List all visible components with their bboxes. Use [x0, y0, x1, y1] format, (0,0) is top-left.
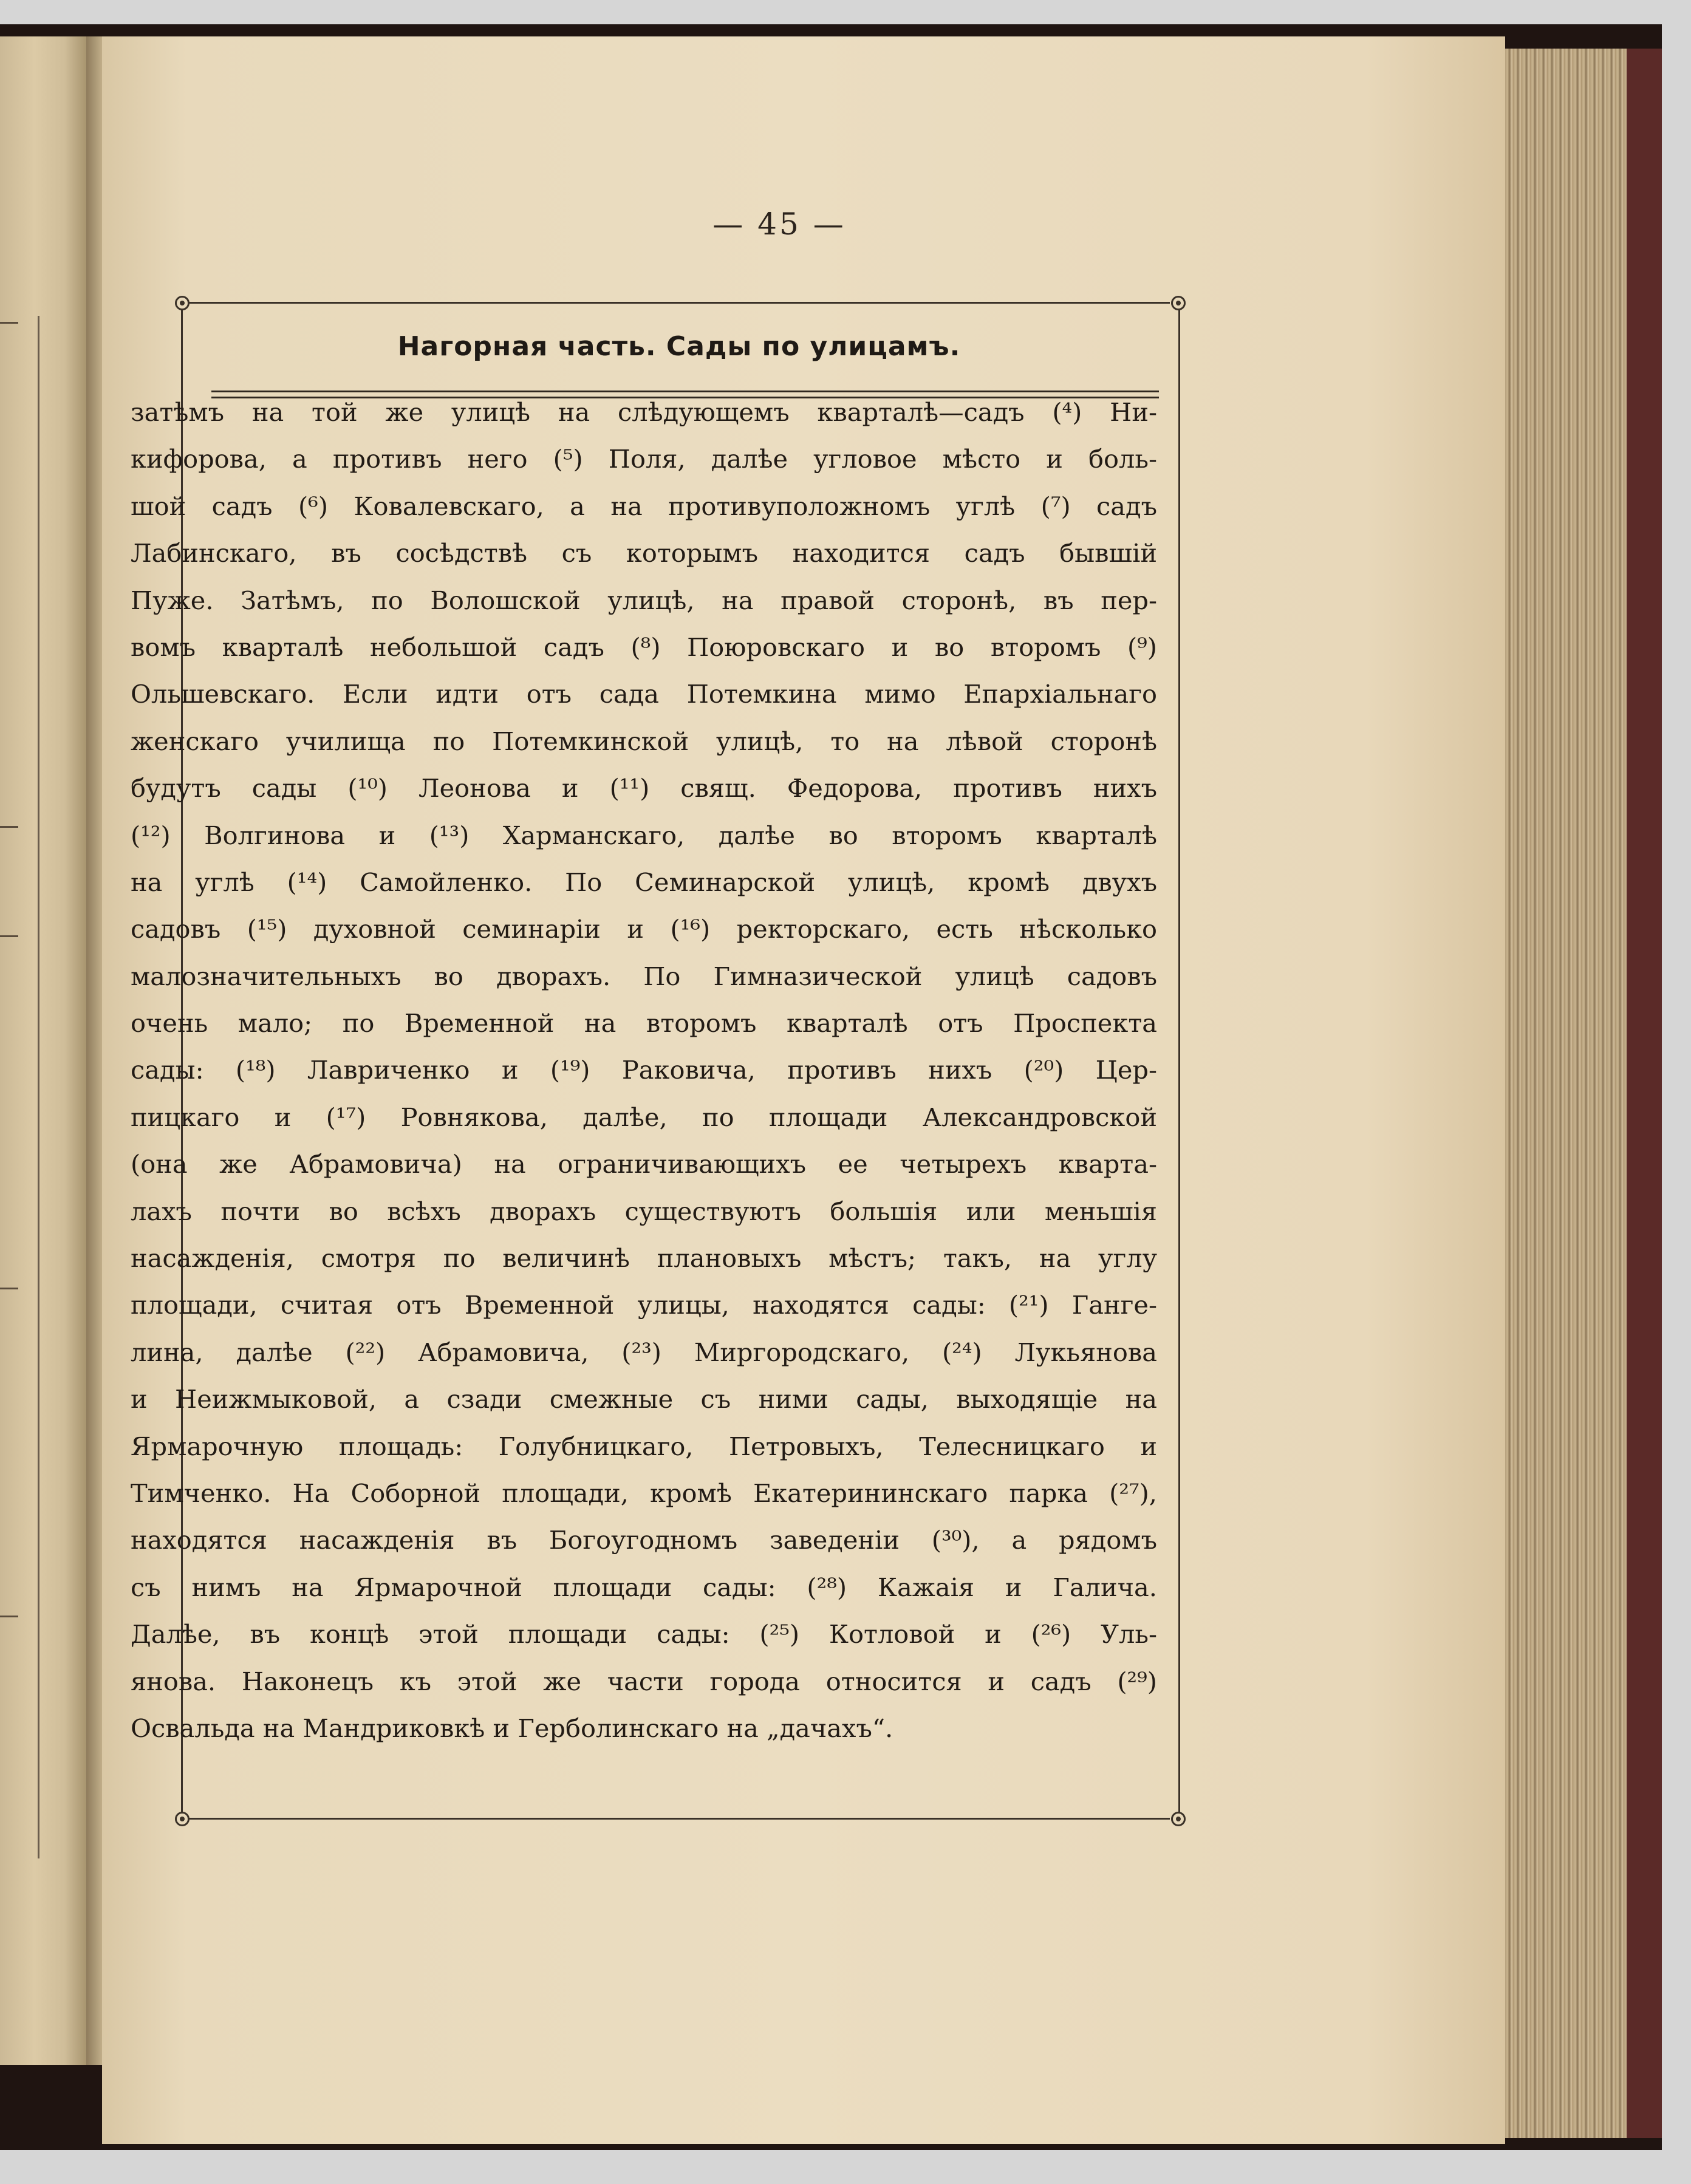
body-text-line: Ольшевскаго. Если идти отъ сада Потемкина мимо Епархіальнаго [131, 679, 1157, 709]
body-text-line: садовъ (¹⁵) духовной семинаріи и (¹⁶) ректорскаго, есть нѣсколько [131, 914, 1157, 944]
body-text-line: лина, далѣе (²²) Абрамовича, (²³) Миргородскаго, (²⁴) Лукьянова [131, 1337, 1157, 1367]
section-heading: Нагорная часть. Сады по улицамъ. [397, 331, 961, 362]
frame-corner-ornament-icon [1171, 296, 1186, 310]
body-text-line: на углѣ (¹⁴) Самойленко. По Семинарской улицѣ, кромѣ двухъ [131, 867, 1157, 897]
body-text-line: Пуже. Затѣмъ, по Волошской улицѣ, на правой сторонѣ, въ пер- [131, 585, 1157, 615]
frame-corner-ornament-icon [175, 1812, 190, 1826]
body-text-line: находятся насажденія въ Богоугодномъ заведеніи (³⁰), а рядомъ [131, 1525, 1157, 1555]
previous-page-text-fragment [0, 935, 18, 937]
body-text-line: (¹²) Волгинова и (¹³) Харманскаго, далѣе во второмъ кварталѣ [131, 820, 1157, 850]
body-text-line: пицкаго и (¹⁷) Ровнякова, далѣе, по площади Александровской [131, 1102, 1157, 1132]
body-text-line: сады: (¹⁸) Лавриченко и (¹⁹) Раковича, противъ нихъ (²⁰) Цер- [131, 1055, 1157, 1085]
body-text-line: вомъ кварталѣ небольшой садъ (⁸) Поюровскаго и во второмъ (⁹) [131, 632, 1157, 662]
body-text-line: (она же Абрамовича) на ограничивающихъ ее четырехъ кварта- [131, 1149, 1157, 1179]
frame-corner-ornament-icon [1171, 1812, 1186, 1826]
body-text-line: очень мало; по Временной на второмъ кварталѣ отъ Проспекта [131, 1008, 1157, 1039]
previous-page-text-fragment [0, 826, 18, 828]
page-number: — 45 — [712, 206, 846, 242]
previous-page-frame-line [38, 316, 39, 1858]
body-text-line: женскаго училища по Потемкинской улицѣ, то на лѣвой сторонѣ [131, 726, 1157, 756]
body-text-line: Ярмарочную площадь: Голубницкаго, Петровыхъ, Телесницкаго и [131, 1431, 1157, 1461]
previous-page-edge [0, 36, 86, 2065]
previous-page-text-fragment [0, 1616, 18, 1617]
body-text-line: съ нимъ на Ярмарочной площади сады: (²⁸) Кажаія и Галича. [131, 1572, 1157, 1602]
body-text-line: кифорова, а противъ него (⁵) Поля, далѣе угловое мѣсто и боль- [131, 444, 1157, 474]
body-text-line: малозначительныхъ во дворахъ. По Гимназической улицѣ садовъ [131, 961, 1157, 991]
previous-page-text-fragment [0, 322, 18, 324]
body-text-line: затѣмъ на той же улицѣ на слѣдующемъ кварталѣ—садъ (⁴) Ни- [131, 397, 1157, 427]
body-text-line: шой садъ (⁶) Ковалевскаго, а на противуположномъ углѣ (⁷) садъ [131, 491, 1157, 521]
body-text-line: лахъ почти во всѣхъ дворахъ существуютъ большія или меньшія [131, 1196, 1157, 1226]
body-text-line: Далѣе, въ концѣ этой площади сады: (²⁵) Котловой и (²⁶) Уль- [131, 1619, 1157, 1650]
frame-corner-ornament-icon [175, 296, 190, 310]
body-text-line: Лабинскаго, въ сосѣдствѣ съ которымъ находится садъ бывшій [131, 538, 1157, 568]
book-cover-edge [1627, 49, 1662, 2138]
body-text-line: Освальда на Мандриковкѣ и Герболинскаго на „дачахъ“. [131, 1713, 893, 1743]
body-text-line: площади, считая отъ Временной улицы, находятся сады: (²¹) Ганге- [131, 1290, 1157, 1320]
frame-bottom-rule [183, 1818, 1170, 1820]
frame-top-rule [183, 302, 1170, 304]
body-text-line: насажденія, смотря по величинѣ плановыхъ мѣстъ; такъ, на углу [131, 1243, 1157, 1274]
body-text-line: будутъ сады (¹⁰) Леонова и (¹¹) свящ. Федорова, противъ нихъ [131, 773, 1157, 804]
body-text-line: и Неижмыковой, а сзади смежные съ ними сады, выходящіе на [131, 1384, 1157, 1414]
previous-page-text-fragment [0, 1288, 18, 1289]
body-text-line: Тимченко. На Соборной площади, кромѣ Екатерининскаго парка (²⁷), [131, 1478, 1157, 1508]
page-block-edges [1505, 49, 1627, 2138]
body-text [131, 389, 1157, 1752]
frame-right-rule [1178, 305, 1180, 1818]
body-text-line: янова. Наконецъ къ этой же части города относится и садъ (²⁹) [131, 1666, 1157, 1696]
